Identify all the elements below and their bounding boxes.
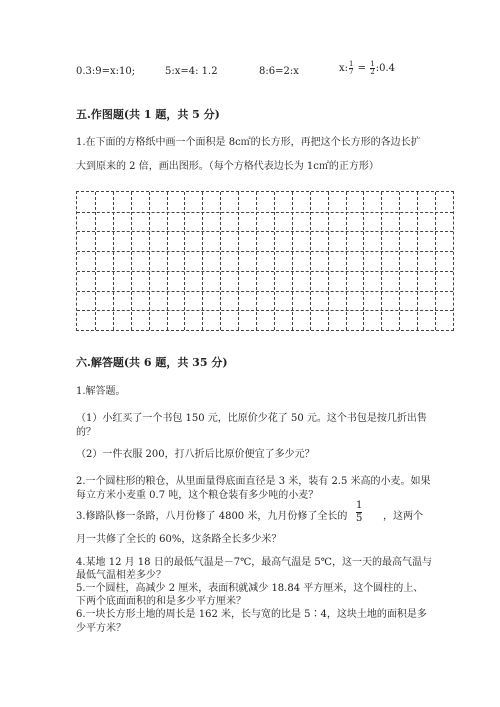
section-6-q6-line1: 6.一块长方形土地的周长是 162 米，长与宽的比是 5∶4，这块土地的面积是多: [76, 609, 427, 620]
fraction-numerator: 1: [370, 60, 375, 68]
section-6-q2-line2: 每立方米小麦重 0.7 吨，这个粮仓装有多少吨的小麦？: [76, 490, 319, 501]
section-6-q3-line2: 月一共修了全长的 60%，这条路全长多少米？: [76, 534, 282, 545]
grid-horizontal-line: [77, 291, 453, 292]
proportion-4: [339, 61, 395, 76]
section-6-title: 六.解答题(共 6 题，共 35 分): [76, 356, 228, 369]
section-6-q3-line1b: ，这两个: [383, 511, 423, 522]
section-6-q5-line1: 5.一个圆柱，高减少 2 厘米，表面积就减少 18.84 平方厘米，这个圆柱的上、: [76, 583, 424, 594]
section-6-q4-line2: 最低气温相差多少？: [76, 570, 166, 581]
grid-horizontal-line: [77, 271, 453, 272]
proportion-2: 5:x=4: 1.2: [165, 66, 218, 77]
grid-horizontal-line: [77, 231, 453, 232]
proportion-3: 8:6=2:x: [259, 66, 299, 77]
section-5-q1-line2: 大到原来的 2 倍，画出图形。（每个方格代表边长为 1c㎡的正方形）: [76, 161, 379, 172]
section-6-q1a-line1: （1）小红买了一个书包 150 元，比原价少花了 50 元。这个书包是按几折出售: [76, 413, 427, 424]
fraction-numerator: 1: [356, 500, 363, 511]
equals-sign: =: [357, 63, 367, 74]
section-6-q4-line1: 4.某地 12 月 18 日的最低气温是－7℃，最高气温是 5℃，这一天的最高气温与: [76, 557, 432, 568]
fraction-denominator: 5: [356, 513, 363, 524]
fraction-one-fifth: [356, 500, 362, 525]
section-6-q1a-line2: 的？: [76, 427, 96, 438]
fraction-numerator: 1: [349, 60, 354, 68]
grid-horizontal-line: [77, 212, 453, 213]
fraction-denominator: 2: [370, 68, 375, 76]
fraction-one-half: [370, 61, 374, 76]
section-6-q5-line2: 下两个底面面积的和是多少平方厘米？: [76, 596, 246, 607]
proportion-4-prefix: x:: [339, 63, 349, 74]
fraction-one-seventh: [349, 61, 353, 76]
section-6-q1: 1.解答题。: [76, 386, 126, 397]
proportion-1: 0.3:9=x:10;: [76, 66, 136, 77]
grid-horizontal-line: [77, 251, 453, 252]
section-6-q1b: （2）一件衣服 200，打八折后比原价便宜了多少元？: [76, 449, 315, 460]
proportion-4-suffix: :0.4: [375, 63, 395, 74]
section-6-q3-line1a: 3.修路队修一条路，八月份修了 4800 米，九月份修了全长的: [76, 511, 348, 522]
section-5-title: 五.作图题(共 1 题，共 5 分): [76, 108, 220, 121]
fraction-denominator: 7: [349, 68, 354, 76]
section-5-q1-line1: 1.在下面的方格纸中画一个面积是 8c㎡的长方形，再把这个长方形的各边长扩: [76, 137, 421, 148]
section-6-q2-line1: 2.一个圆柱形的粮仓，从里面量得底面直径是 3 米，装有 2.5 米高的小麦。如果: [76, 476, 431, 487]
section-6-q6-line2: 少平方米？: [76, 623, 126, 634]
grid-horizontal-line: [77, 310, 453, 311]
grid-paper[interactable]: [76, 191, 454, 331]
